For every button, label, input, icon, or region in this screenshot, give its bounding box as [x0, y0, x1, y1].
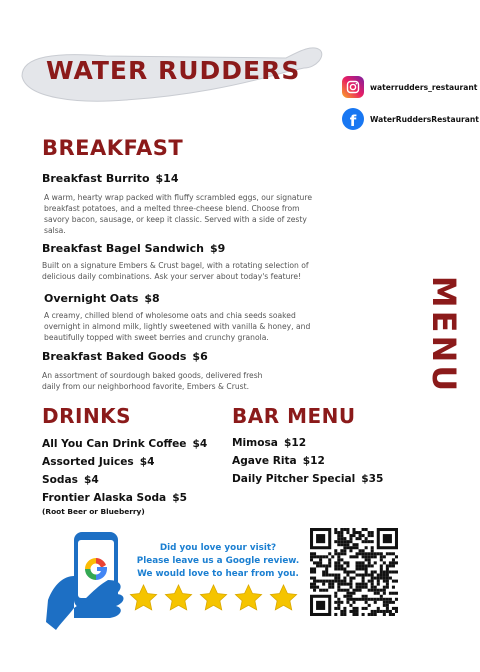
- hand-phone-icon: [44, 528, 134, 632]
- instagram-handle: waterrudders_restaurant: [370, 82, 478, 92]
- facebook-link[interactable]: [342, 108, 479, 130]
- menu-item-breakfast-burrito: Breakfast Burrito $14: [42, 172, 179, 185]
- rating-stars: [128, 583, 299, 613]
- instagram-link[interactable]: [342, 76, 477, 98]
- review-message: Did you love your visit? Please leave us a Google review. We would love to hear from you.: [136, 543, 300, 579]
- item-description: Built on a signature Embers & Crust bagel, with a rotating selection of delicious daily combinations. Ask your server about today's feature!: [42, 261, 309, 281]
- brand-logo: [16, 42, 326, 108]
- item-description: A warm, hearty wrap packed with fluffy scrambled eggs, our signature breakfast potatoes, and a melted three-cheese blend. Choose from savory bacon, sausage, or keep it classic. Served with a side of zesty salsa.: [44, 193, 312, 235]
- menu-item-breakfast-baked-goods: Breakfast Baked Goods $6: [42, 350, 208, 363]
- drink-item: All You Can Drink Coffee $4: [42, 438, 208, 450]
- star-icon: [198, 583, 229, 613]
- instagram-icon: [342, 76, 364, 98]
- menu-item-overnight-oats: Overnight Oats $8: [44, 292, 160, 305]
- star-icon: [233, 583, 264, 613]
- facebook-handle: WaterRuddersRestaurant: [370, 114, 479, 124]
- drinks-heading: DRINKS: [42, 404, 132, 428]
- bar-item: Daily Pitcher Special $35: [232, 473, 384, 485]
- drink-item: Frontier Alaska Soda $5: [42, 492, 187, 504]
- drink-item: Assorted Juices $4: [42, 456, 155, 468]
- facebook-icon: f: [342, 108, 364, 130]
- item-description: A creamy, chilled blend of wholesome oats and chia seeds soaked overnight in almond milk, lightly sweetened with vanilla & honey, and beautifully topped with sweet berries and crunchy granola.: [44, 311, 311, 342]
- item-description: An assortment of sourdough baked goods, delivered fresh daily from our neighborhood favorite, Embers & Crust.: [42, 371, 263, 391]
- qr-code[interactable]: [310, 528, 398, 616]
- star-icon: [268, 583, 299, 613]
- drink-note: (Root Beer or Blueberry): [42, 507, 145, 516]
- star-icon: [163, 583, 194, 613]
- bar-menu-heading: BAR MENU: [232, 404, 356, 428]
- bar-item: Agave Rita $12: [232, 455, 325, 467]
- vertical-menu-label: MENU: [425, 275, 463, 395]
- drink-item: Sodas $4: [42, 474, 99, 486]
- menu-item-breakfast-bagel-sandwich: Breakfast Bagel Sandwich $9: [42, 242, 226, 255]
- bar-item: Mimosa $12: [232, 437, 307, 449]
- breakfast-heading: BREAKFAST: [42, 136, 184, 160]
- brand-name: WATER RUDDERS: [46, 56, 301, 85]
- star-icon: [128, 583, 159, 613]
